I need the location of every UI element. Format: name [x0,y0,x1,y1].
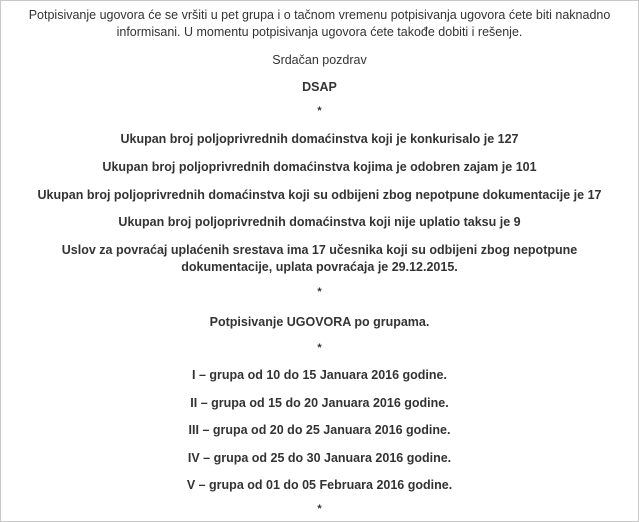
group-item: II – grupa od 15 do 20 Januara 2016 godine. [190,396,449,410]
separator-star: * [317,342,322,354]
group-item: III – grupa od 20 do 25 Januara 2016 godine. [188,423,451,437]
separator-star: * [317,503,322,515]
signature: DSAP [302,80,337,94]
intro-paragraph: Potpisivanje ugovora će se vršiti u pet grupa i o tačnom vremenu potpisivanja ugovora ćete biti naknadno informisani. U momentu potpisivanja ugovora ćete takođe dobiti i rešenje. [28,8,611,39]
stat-refund-condition: Uslov za povraćaj uplaćenih srestava ima 17 učesnika koji su odbijeni zbog nepotpune dokumentacije, uplata povraćaja je 29.12.2015. [61,243,578,274]
group-item: I – grupa od 10 do 15 Januara 2016 godine. [192,368,447,382]
group-item: V – grupa od 01 do 05 Februara 2016 godine. [186,478,453,492]
stat-unpaid-fee: Ukupan broj poljoprivrednih domaćinstva koji nije uplatio taksu je 9 [118,215,521,229]
group-item: IV – grupa od 25 do 30 Januara 2016 godine. [187,451,452,465]
stat-total-applied: Ukupan broj poljoprivrednih domaćinstva koji je konkurisalo je 127 [120,132,519,146]
separator-star: * [317,105,322,117]
separator-star: * [317,286,322,298]
groups-heading: Potpisivanje UGOVORA po grupama. [209,315,430,329]
stat-rejected: Ukupan broj poljoprivrednih domaćinstva koji su odbijeni zbog nepotpune dokumentacije je 17 [37,188,602,202]
stat-approved: Ukupan broj poljoprivrednih domaćinstva kojima je odobren zajam je 101 [102,160,537,174]
greeting: Srdačan pozdrav [272,53,367,67]
